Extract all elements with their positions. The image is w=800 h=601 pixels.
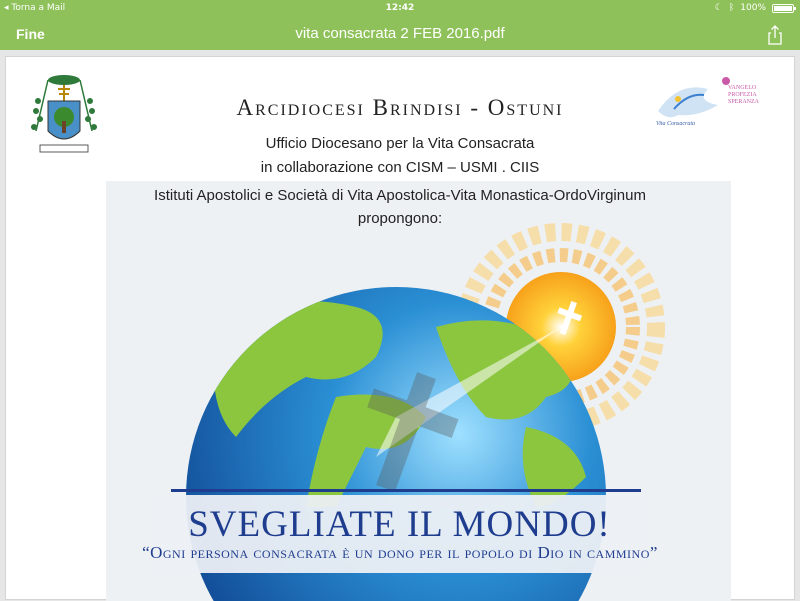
logo-word-vangelo: VANGELO [728, 85, 757, 91]
battery-fill [774, 6, 792, 11]
navigation-bar [0, 20, 800, 50]
title-rule [171, 489, 641, 492]
battery-icon [772, 4, 794, 13]
moon-icon: ☾ [714, 3, 723, 13]
battery-percent: 100% [740, 3, 766, 13]
slogan-quote: “Ogni persona consacrata è un dono per il popolo di Dio in cammino” [142, 543, 658, 562]
status-time: 12:42 [385, 3, 415, 13]
institutes-line: Istituti Apostolici e Società di Vita Apostolica-Vita Monastica-OrdoVirginum [154, 187, 646, 204]
share-icon[interactable] [764, 24, 786, 46]
logo-caption: Vita Consacrata [656, 121, 696, 127]
pdf-page[interactable] [5, 56, 795, 600]
done-button[interactable]: Fine [16, 26, 45, 42]
status-indicators [715, 3, 794, 13]
logo-word-speranza: SPERANZA [728, 99, 760, 105]
propose-line: propongono: [357, 210, 443, 227]
archdiocese-title: Arcidiocesi Brindisi - Ostuni [236, 95, 564, 120]
office-line: Ufficio Diocesano per la Vita Consacrata [265, 135, 535, 152]
collaboration-line: in collaborazione con CISM – USMI . CIIS [260, 159, 540, 176]
back-to-mail-link[interactable]: ◂ Torna a Mail [4, 3, 66, 13]
document-title: vita consacrata 2 FEB 2016.pdf [295, 25, 505, 42]
status-bar [0, 0, 800, 20]
bluetooth-icon: ᛒ [728, 3, 735, 13]
globe-sun-illustration [106, 247, 731, 507]
logo-word-profezia: PROFEZIA [728, 92, 757, 98]
slogan-title: SVEGLIATE IL MONDO! [188, 504, 611, 545]
